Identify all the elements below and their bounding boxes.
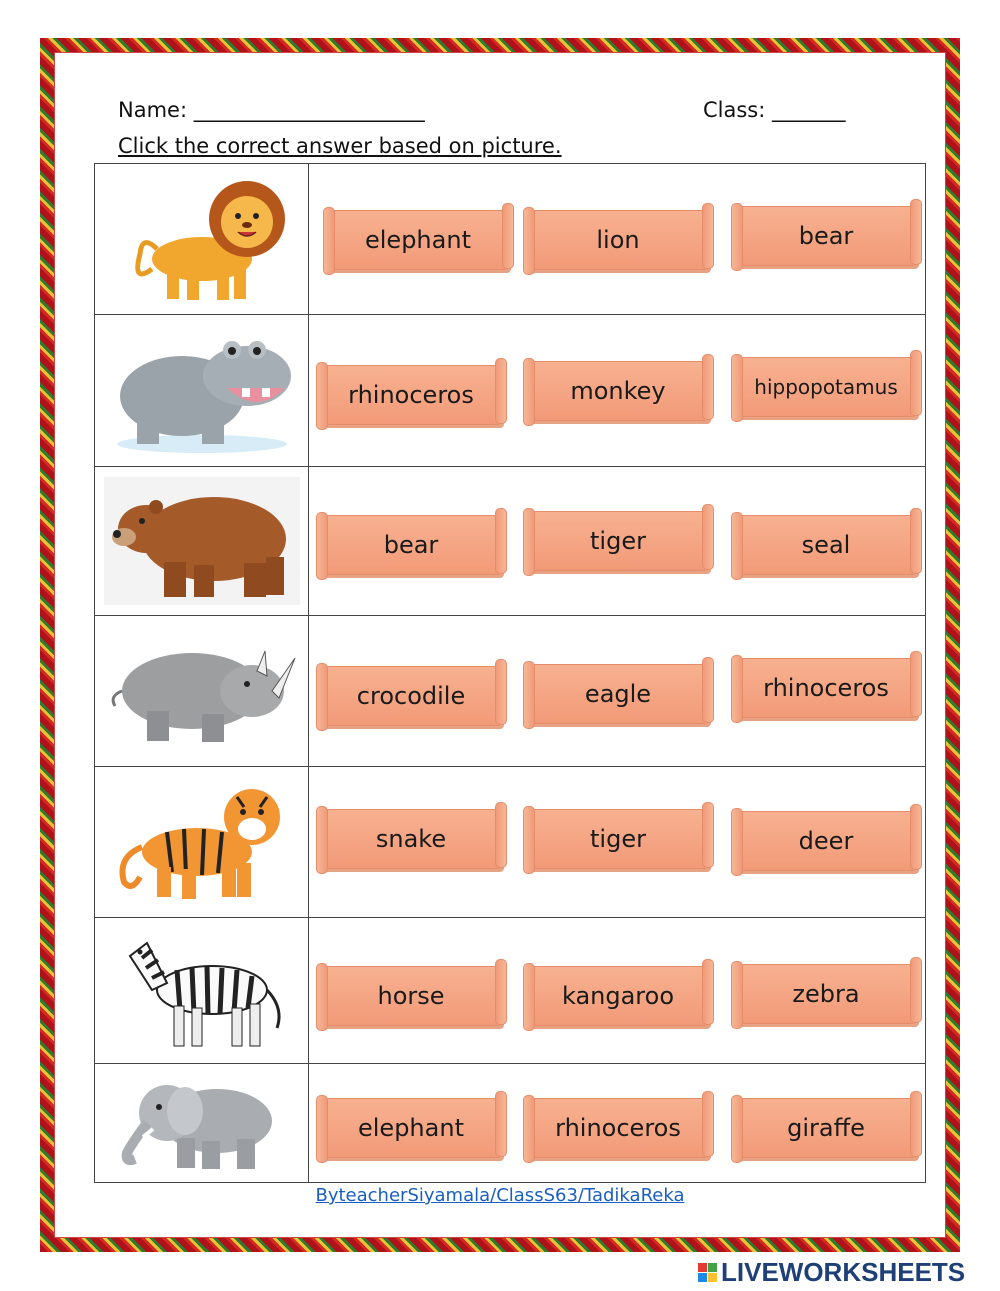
answer-option[interactable]: snake [320, 809, 502, 869]
question-row [95, 467, 925, 616]
answer-grid [94, 163, 926, 1183]
answer-option[interactable]: eagle [527, 664, 709, 724]
question-row [95, 918, 925, 1064]
answer-option[interactable]: rhinoceros [527, 1098, 709, 1158]
animal-picture-cell [95, 1064, 309, 1182]
answer-option[interactable]: elephant [320, 1098, 502, 1158]
rhinoceros-icon [107, 636, 297, 746]
hippopotamus-icon [107, 326, 297, 456]
question-row [95, 616, 925, 767]
instruction-text: Click the correct answer based on picture. [118, 134, 562, 158]
animal-picture-cell [95, 767, 309, 917]
animal-picture-cell [95, 467, 309, 615]
answer-option[interactable]: seal [735, 515, 917, 575]
animal-picture-cell [95, 918, 309, 1063]
lion-icon [112, 174, 292, 304]
animal-picture-cell [95, 616, 309, 766]
zebra-icon [112, 928, 292, 1054]
question-row [95, 315, 925, 467]
animal-picture-cell [95, 164, 309, 314]
answer-option[interactable]: monkey [527, 361, 709, 421]
answer-option[interactable]: horse [320, 966, 502, 1026]
bear-icon [104, 477, 300, 605]
answer-option[interactable]: elephant [327, 210, 509, 270]
author-credit-link[interactable]: ByteacherSiyamala/ClassS63/TadikaReka [315, 1185, 685, 1206]
class-field-label: Class: _______ [703, 98, 846, 122]
answer-option[interactable]: bear [320, 515, 502, 575]
answer-option[interactable]: deer [735, 811, 917, 871]
answer-option[interactable]: hippopotamus [735, 357, 917, 417]
animal-picture-cell [95, 315, 309, 466]
brand-name: LIVEWORKSHEETS [721, 1257, 966, 1287]
name-field-label: Name: ______________________ [118, 98, 425, 122]
answer-option[interactable]: crocodile [320, 666, 502, 726]
liveworksheets-brand [698, 1257, 965, 1288]
answer-option[interactable]: zebra [735, 964, 917, 1024]
answer-option[interactable]: rhinoceros [735, 658, 917, 718]
elephant-icon [117, 1073, 287, 1173]
question-row [95, 767, 925, 918]
question-row [95, 164, 925, 315]
answer-option[interactable]: tiger [527, 511, 709, 571]
answer-option[interactable]: giraffe [735, 1098, 917, 1158]
brand-logo-icon [698, 1263, 717, 1282]
answer-option[interactable]: tiger [527, 809, 709, 869]
question-row [95, 1064, 925, 1182]
answer-option[interactable]: bear [735, 206, 917, 266]
answer-option[interactable]: lion [527, 210, 709, 270]
tiger-icon [112, 777, 292, 907]
answer-option[interactable]: kangaroo [527, 966, 709, 1026]
answer-option[interactable]: rhinoceros [320, 365, 502, 425]
